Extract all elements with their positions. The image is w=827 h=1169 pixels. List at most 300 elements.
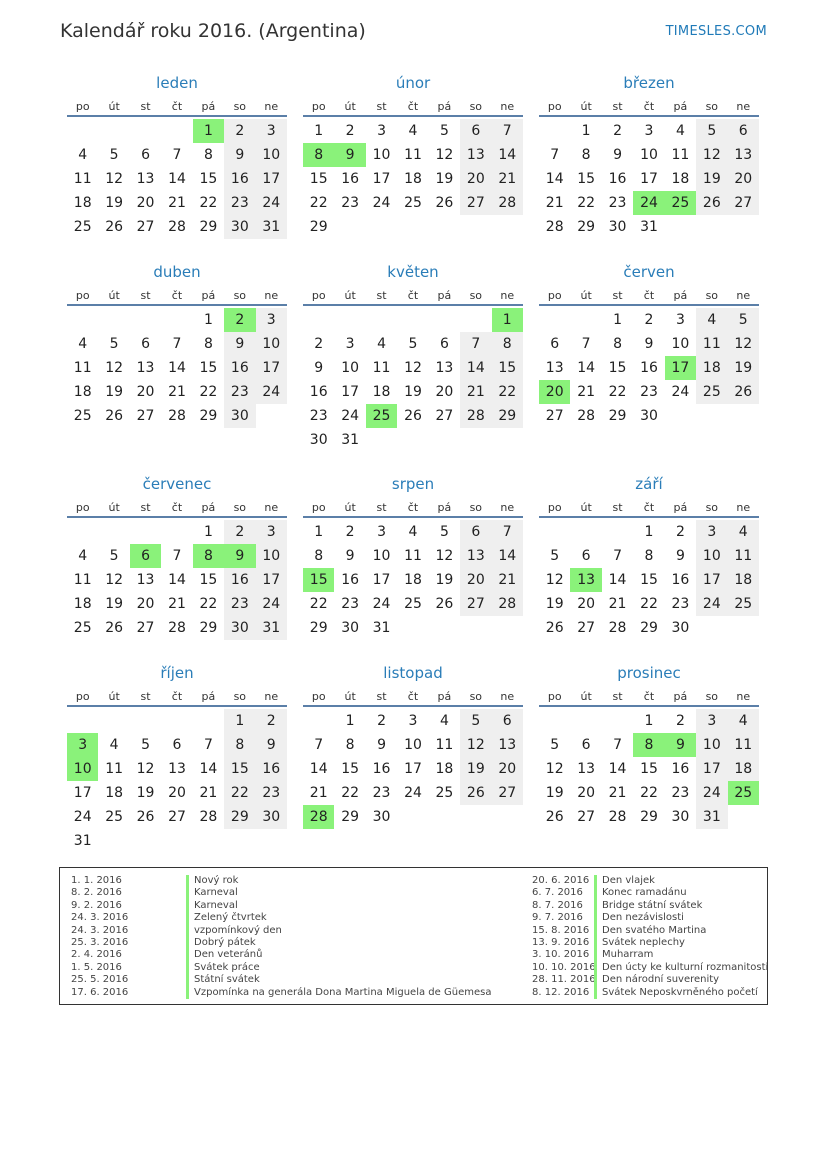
day-cell: 2 xyxy=(377,713,387,729)
day-cell: 19 xyxy=(105,195,124,211)
day-cell: 29 xyxy=(492,404,523,428)
day-cell: 12 xyxy=(696,143,727,167)
day-cell: 11 xyxy=(73,360,92,376)
day-cell: 12 xyxy=(435,548,454,564)
legend-date: 25. 3. 2016 xyxy=(71,936,129,948)
legend-date: 10. 10. 2016 xyxy=(532,961,596,973)
legend-row xyxy=(532,937,768,949)
weekday-label: ne xyxy=(736,289,751,302)
day-cell: 22 xyxy=(224,781,255,805)
day-cell: 14 xyxy=(168,171,186,187)
weekday-label: pá xyxy=(673,501,688,514)
legend-date: 8. 7. 2016 xyxy=(532,899,583,911)
day-cell: 28 xyxy=(492,191,523,215)
day-cell: 31 xyxy=(372,620,391,636)
day-cell: 4 xyxy=(728,709,759,733)
day-cell: 4 xyxy=(408,123,418,139)
day-cell: 8 xyxy=(224,733,255,757)
day-cell: 2 xyxy=(345,123,355,139)
day-cell: 27 xyxy=(577,809,596,825)
day-cell: 29 xyxy=(309,219,328,235)
weekday-label: út xyxy=(108,289,120,302)
day-cell: 16 xyxy=(256,757,287,781)
day-cell: 18 xyxy=(73,384,92,400)
day-cell: 21 xyxy=(309,785,328,801)
day-cell: 19 xyxy=(545,785,564,801)
weekday-label: út xyxy=(108,690,120,703)
day-grid xyxy=(539,117,759,239)
day-cell: 23 xyxy=(341,195,360,211)
day-cell: 13 xyxy=(492,733,523,757)
day-cell: 18 xyxy=(728,568,759,592)
day-cell: 30 xyxy=(671,809,690,825)
day-cell: 23 xyxy=(671,785,690,801)
day-cell: 18 xyxy=(435,761,454,777)
weekday-label: po xyxy=(75,289,90,302)
day-cell: 6 xyxy=(172,737,182,753)
legend-holiday-name: vzpomínkový den xyxy=(186,925,282,937)
legend-date: 24. 3. 2016 xyxy=(71,912,129,924)
day-cell: 13 xyxy=(136,360,155,376)
empty-cell xyxy=(366,308,397,332)
day-cell: 27 xyxy=(435,408,454,424)
day-cell: 26 xyxy=(460,781,491,805)
day-cell: 29 xyxy=(640,809,658,825)
day-cell: 6 xyxy=(141,147,151,163)
day-cell: 8 xyxy=(203,147,213,163)
weekday-label: čt xyxy=(171,501,183,514)
month-block xyxy=(67,261,287,428)
legend-row xyxy=(532,875,768,887)
day-cell: 13 xyxy=(136,171,155,187)
legend-row xyxy=(71,949,491,961)
day-cell: 28 xyxy=(492,592,523,616)
day-cell: 22 xyxy=(341,785,360,801)
holiday-day-cell: 28 xyxy=(303,805,334,829)
weekday-label: so xyxy=(469,501,483,514)
weekday-label: po xyxy=(75,690,90,703)
weekday-header xyxy=(67,688,287,707)
holiday-day-cell: 24 xyxy=(633,191,664,215)
empty-cell xyxy=(602,709,633,733)
weekday-header xyxy=(303,688,523,707)
empty-cell xyxy=(161,308,192,332)
day-cell: 18 xyxy=(671,171,690,187)
day-cell: 15 xyxy=(492,356,523,380)
day-cell: 13 xyxy=(435,360,454,376)
day-cell: 18 xyxy=(404,572,422,588)
day-cell: 17 xyxy=(372,171,391,187)
month-name: leden xyxy=(156,74,198,92)
holiday-day-cell: 25 xyxy=(728,781,759,805)
day-cell: 6 xyxy=(460,119,491,143)
day-cell: 21 xyxy=(545,195,564,211)
day-cell: 23 xyxy=(341,596,360,612)
day-cell: 18 xyxy=(73,596,92,612)
day-cell: 7 xyxy=(172,147,182,163)
month-name: srpen xyxy=(391,475,435,493)
day-grid xyxy=(303,707,523,829)
day-cell: 24 xyxy=(372,195,391,211)
day-cell: 13 xyxy=(577,761,596,777)
day-cell: 8 xyxy=(613,336,623,352)
weekday-label: pá xyxy=(673,100,688,113)
day-cell: 9 xyxy=(256,733,287,757)
day-cell: 21 xyxy=(168,195,186,211)
day-cell: 19 xyxy=(545,596,564,612)
day-cell: 16 xyxy=(341,572,360,588)
day-cell: 30 xyxy=(224,215,255,239)
day-cell: 1 xyxy=(203,312,213,328)
weekday-label: čt xyxy=(643,501,655,514)
day-cell: 29 xyxy=(608,408,627,424)
month-block xyxy=(539,72,759,239)
day-cell: 16 xyxy=(372,761,391,777)
day-grid xyxy=(539,518,759,640)
weekday-label: po xyxy=(547,289,562,302)
empty-cell xyxy=(303,709,334,733)
month-block xyxy=(67,72,287,239)
empty-cell xyxy=(98,520,129,544)
day-cell: 29 xyxy=(309,620,328,636)
day-cell: 12 xyxy=(105,360,124,376)
day-cell: 6 xyxy=(550,336,560,352)
day-cell: 20 xyxy=(492,757,523,781)
day-cell: 11 xyxy=(728,733,759,757)
month-name: červenec xyxy=(142,475,212,493)
day-cell: 22 xyxy=(309,195,328,211)
day-cell: 5 xyxy=(439,123,449,139)
weekday-label: út xyxy=(344,289,356,302)
weekday-label: ne xyxy=(500,501,515,514)
empty-cell xyxy=(161,119,192,143)
legend-holiday-name: Muharram xyxy=(594,949,653,961)
day-cell: 26 xyxy=(105,408,124,424)
day-cell: 15 xyxy=(309,171,328,187)
day-cell: 21 xyxy=(168,596,186,612)
day-cell: 2 xyxy=(224,119,255,143)
day-cell: 23 xyxy=(671,596,690,612)
day-cell: 29 xyxy=(199,408,218,424)
day-cell: 24 xyxy=(73,809,92,825)
day-cell: 7 xyxy=(492,119,523,143)
weekday-label: st xyxy=(612,289,623,302)
holiday-day-cell: 9 xyxy=(334,143,365,167)
day-cell: 27 xyxy=(577,620,596,636)
day-cell: 27 xyxy=(728,191,759,215)
weekday-label: st xyxy=(376,100,387,113)
weekday-header xyxy=(67,98,287,117)
empty-cell xyxy=(161,520,192,544)
holiday-day-cell: 15 xyxy=(303,568,334,592)
weekday-label: út xyxy=(108,100,120,113)
legend-date: 9. 7. 2016 xyxy=(532,912,583,924)
weekday-label: pá xyxy=(201,501,216,514)
page-title: Kalendář roku 2016. (Argentina) xyxy=(60,20,366,42)
weekday-label: so xyxy=(233,501,247,514)
legend-date: 24. 3. 2016 xyxy=(71,924,129,936)
legend-holiday-name: Státní svátek xyxy=(186,974,260,986)
legend-date: 3. 10. 2016 xyxy=(532,949,590,961)
day-cell: 25 xyxy=(105,809,124,825)
empty-cell xyxy=(98,709,129,733)
day-cell: 13 xyxy=(136,572,155,588)
day-cell: 26 xyxy=(728,380,759,404)
day-cell: 11 xyxy=(671,147,690,163)
day-cell: 18 xyxy=(728,757,759,781)
month-block xyxy=(539,261,759,428)
legend-row xyxy=(71,974,491,986)
day-cell: 20 xyxy=(168,785,186,801)
day-cell: 28 xyxy=(168,620,186,636)
day-grid xyxy=(303,518,523,640)
empty-cell xyxy=(303,308,334,332)
weekday-label: ne xyxy=(264,690,279,703)
day-cell: 11 xyxy=(696,332,727,356)
legend-row xyxy=(71,987,491,999)
day-cell: 12 xyxy=(545,761,564,777)
weekday-label: so xyxy=(469,289,483,302)
day-grid xyxy=(67,117,287,239)
day-cell: 22 xyxy=(640,785,658,801)
empty-cell xyxy=(602,520,633,544)
empty-cell xyxy=(161,709,192,733)
day-cell: 29 xyxy=(341,809,360,825)
day-cell: 25 xyxy=(73,620,92,636)
day-cell: 15 xyxy=(640,761,658,777)
month-name: duben xyxy=(153,263,201,281)
month-name: listopad xyxy=(383,664,443,682)
day-cell: 7 xyxy=(550,147,560,163)
day-cell: 13 xyxy=(728,143,759,167)
weekday-label: ne xyxy=(264,501,279,514)
day-cell: 24 xyxy=(404,785,422,801)
weekday-header xyxy=(303,287,523,306)
holiday-day-cell: 8 xyxy=(303,143,334,167)
legend-holiday-name: Svátek práce xyxy=(186,962,260,974)
weekday-label: čt xyxy=(407,501,419,514)
day-cell: 23 xyxy=(608,195,627,211)
day-cell: 3 xyxy=(377,123,387,139)
weekday-label: po xyxy=(311,501,326,514)
legend-holiday-name: Nový rok xyxy=(186,875,238,887)
day-cell: 20 xyxy=(136,596,155,612)
day-cell: 25 xyxy=(73,408,92,424)
day-cell: 29 xyxy=(224,805,255,829)
day-cell: 16 xyxy=(341,171,360,187)
day-cell: 25 xyxy=(404,195,422,211)
day-cell: 5 xyxy=(109,548,119,564)
holiday-day-cell: 25 xyxy=(366,404,397,428)
empty-cell xyxy=(539,119,570,143)
legend-date: 15. 8. 2016 xyxy=(532,924,590,936)
weekday-label: pá xyxy=(673,690,688,703)
day-cell: 15 xyxy=(640,572,658,588)
weekday-label: pá xyxy=(437,100,452,113)
day-cell: 1 xyxy=(203,524,213,540)
day-cell: 20 xyxy=(728,167,759,191)
day-cell: 10 xyxy=(372,147,391,163)
day-cell: 8 xyxy=(644,548,654,564)
day-cell: 21 xyxy=(199,785,218,801)
day-cell: 15 xyxy=(577,171,596,187)
day-cell: 17 xyxy=(372,572,391,588)
day-cell: 10 xyxy=(341,360,360,376)
month-block xyxy=(303,662,523,829)
day-cell: 15 xyxy=(199,171,218,187)
holiday-day-cell: 20 xyxy=(539,380,570,404)
month-name: říjen xyxy=(160,664,194,682)
month-block xyxy=(67,662,287,853)
weekday-header xyxy=(67,499,287,518)
day-cell: 3 xyxy=(696,709,727,733)
day-cell: 26 xyxy=(545,809,564,825)
day-cell: 4 xyxy=(439,713,449,729)
legend-holiday-name: Svátek Neposkvrněného početí xyxy=(594,987,758,999)
day-cell: 14 xyxy=(545,171,564,187)
day-cell: 6 xyxy=(492,709,523,733)
legend-date: 2. 4. 2016 xyxy=(71,949,122,961)
legend-date: 6. 7. 2016 xyxy=(532,887,583,899)
day-cell: 4 xyxy=(78,548,88,564)
day-cell: 9 xyxy=(224,332,255,356)
day-cell: 28 xyxy=(608,620,627,636)
brand-logo-text[interactable]: TIMESLES.COM xyxy=(665,24,767,39)
day-cell: 23 xyxy=(224,191,255,215)
day-cell: 6 xyxy=(581,737,591,753)
legend-date: 25. 5. 2016 xyxy=(71,974,129,986)
legend-holiday-name: Den úcty ke kulturní rozmanitosti xyxy=(594,962,768,974)
day-cell: 22 xyxy=(199,384,218,400)
day-cell: 22 xyxy=(577,195,596,211)
empty-cell xyxy=(67,709,98,733)
day-cell: 28 xyxy=(199,809,218,825)
day-cell: 1 xyxy=(314,123,324,139)
day-cell: 30 xyxy=(640,408,658,424)
day-cell: 20 xyxy=(460,167,491,191)
day-cell: 12 xyxy=(105,171,124,187)
day-cell: 17 xyxy=(404,761,422,777)
weekday-label: po xyxy=(311,690,326,703)
day-cell: 7 xyxy=(492,520,523,544)
holiday-day-cell: 1 xyxy=(193,119,224,143)
holiday-legend xyxy=(59,867,768,1005)
day-cell: 30 xyxy=(372,809,391,825)
day-cell: 23 xyxy=(640,384,658,400)
day-cell: 16 xyxy=(671,572,690,588)
day-cell: 2 xyxy=(345,524,355,540)
day-cell: 9 xyxy=(613,147,623,163)
day-cell: 22 xyxy=(309,596,328,612)
day-cell: 13 xyxy=(460,143,491,167)
day-cell: 19 xyxy=(435,171,454,187)
legend-date: 28. 11. 2016 xyxy=(532,974,596,986)
day-cell: 11 xyxy=(728,544,759,568)
holiday-day-cell: 10 xyxy=(67,757,98,781)
day-cell: 19 xyxy=(136,785,155,801)
day-cell: 24 xyxy=(256,191,287,215)
empty-cell xyxy=(130,119,161,143)
weekday-label: čt xyxy=(643,289,655,302)
day-cell: 23 xyxy=(256,781,287,805)
day-cell: 16 xyxy=(224,356,255,380)
weekday-label: po xyxy=(311,100,326,113)
empty-cell xyxy=(130,709,161,733)
day-cell: 20 xyxy=(435,384,454,400)
weekday-label: ne xyxy=(264,289,279,302)
day-cell: 8 xyxy=(203,336,213,352)
weekday-label: út xyxy=(344,100,356,113)
day-cell: 10 xyxy=(256,544,287,568)
day-cell: 3 xyxy=(345,336,355,352)
day-cell: 2 xyxy=(613,123,623,139)
day-cell: 27 xyxy=(545,408,564,424)
weekday-header xyxy=(539,98,759,117)
day-cell: 4 xyxy=(78,147,88,163)
day-cell: 7 xyxy=(314,737,324,753)
weekday-label: so xyxy=(233,100,247,113)
weekday-label: ne xyxy=(500,100,515,113)
weekday-label: so xyxy=(705,100,719,113)
day-cell: 29 xyxy=(199,620,218,636)
day-cell: 17 xyxy=(640,171,658,187)
day-grid xyxy=(539,707,759,829)
day-grid xyxy=(303,117,523,239)
day-cell: 2 xyxy=(675,713,685,729)
day-cell: 3 xyxy=(696,520,727,544)
day-cell: 19 xyxy=(696,167,727,191)
day-cell: 24 xyxy=(671,384,690,400)
weekday-label: po xyxy=(75,501,90,514)
day-cell: 10 xyxy=(696,544,727,568)
weekday-label: čt xyxy=(407,100,419,113)
weekday-label: pá xyxy=(437,690,452,703)
weekday-label: út xyxy=(580,690,592,703)
month-name: září xyxy=(635,475,663,493)
weekday-label: st xyxy=(376,289,387,302)
weekday-label: so xyxy=(469,100,483,113)
day-cell: 9 xyxy=(675,548,685,564)
day-cell: 13 xyxy=(460,544,491,568)
day-cell: 13 xyxy=(168,761,186,777)
month-block xyxy=(303,261,523,452)
day-cell: 1 xyxy=(613,312,623,328)
day-cell: 12 xyxy=(728,332,759,356)
day-cell: 24 xyxy=(372,596,391,612)
day-cell: 28 xyxy=(545,219,564,235)
day-cell: 1 xyxy=(581,123,591,139)
day-cell: 29 xyxy=(577,219,596,235)
day-cell: 31 xyxy=(256,215,287,239)
day-cell: 3 xyxy=(675,312,685,328)
day-cell: 30 xyxy=(224,404,255,428)
day-cell: 27 xyxy=(460,191,491,215)
day-cell: 29 xyxy=(640,620,658,636)
weekday-label: pá xyxy=(201,289,216,302)
legend-date: 8. 12. 2016 xyxy=(532,986,590,998)
day-cell: 8 xyxy=(492,332,523,356)
holiday-day-cell: 3 xyxy=(67,733,98,757)
day-cell: 27 xyxy=(460,592,491,616)
holiday-day-cell: 1 xyxy=(492,308,523,332)
legend-holiday-name: Den národní suverenity xyxy=(594,974,719,986)
day-cell: 26 xyxy=(404,408,422,424)
day-cell: 4 xyxy=(696,308,727,332)
legend-row xyxy=(71,875,491,887)
day-cell: 23 xyxy=(372,785,391,801)
day-cell: 3 xyxy=(256,520,287,544)
weekday-label: pá xyxy=(201,690,216,703)
